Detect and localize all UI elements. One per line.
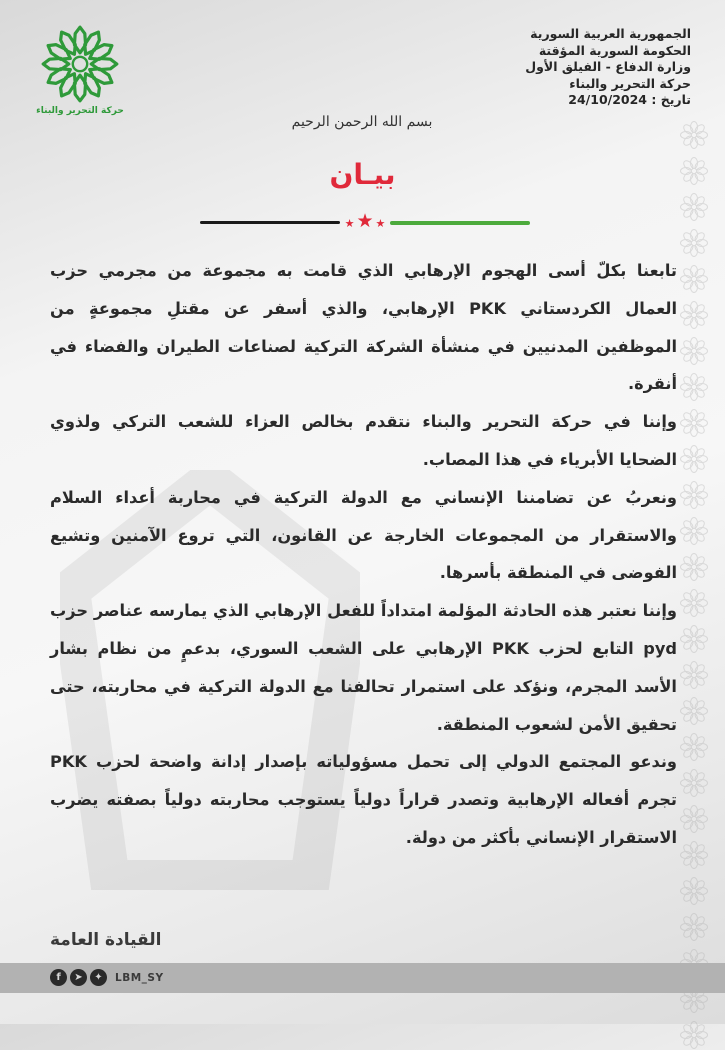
- paragraph: تابعنا بكلّ أسى الهجوم الإرهابي الذي قامت به مجموعة من مجرمي حزب العمال الكردستاني PKK الإرهابي، والذي أسفر عن مقتلِ مجموعةٍ من الموظفين المدنيين في منشأة الشركة التركية لصناعات الطيران والفضاء في أنقرة.: [50, 261, 677, 394]
- pattern-rosette-icon: [679, 480, 709, 510]
- star-icon: ★: [356, 210, 374, 232]
- paragraph: ونعربُ عن تضامننا الإنساني مع الدولة التركية في محاربة أعداء السلام والاستقرار من المجموعات الخارجة عن القانون، التي تروع الآمنين وتشيع الفوضى في المنطقة بأسرها.: [50, 487, 677, 583]
- pattern-rosette-icon: [679, 372, 709, 402]
- social-links: [50, 969, 164, 986]
- telegram-icon[interactable]: ➤: [70, 969, 87, 986]
- star-icon: ★: [375, 217, 386, 230]
- header-government: الحكومة السورية المؤقتة: [538, 42, 691, 58]
- pattern-rosette-icon: [679, 840, 709, 870]
- pattern-rosette-icon: [679, 192, 709, 222]
- pattern-rosette-icon: [679, 444, 709, 474]
- pattern-rosette-icon: [679, 552, 709, 582]
- organization-logo: [30, 24, 130, 116]
- paragraph: وندعو المجتمع الدولي إلى تحمل مسؤولياته بإصدار إدانة واضحة لحزب PKK تجرم أفعاله الإرهابية وتصدر قراراً دولياً يستوجب محاربته دولياً بصفته يضرب الاستقرار الإنساني بأكثر من دولة.: [50, 752, 677, 847]
- basmala-calligraphy: بسم الله الرحمن الرحيم: [291, 114, 433, 130]
- divider-stars: [342, 208, 388, 232]
- divider-black-line: [200, 221, 340, 224]
- pattern-rosette-icon: [679, 156, 709, 186]
- header-date: تاريخ : 24/10/2024: [568, 92, 691, 107]
- social-handle[interactable]: LBM_SY: [115, 971, 164, 984]
- pattern-rosette-icon: [679, 408, 709, 438]
- pattern-rosette-icon: [679, 876, 709, 906]
- paragraph: وإننا نعتبر هذه الحادثة المؤلمة امتداداً للفعل الإرهابي الذي يمارسه عناصر حزب pyd التابع لحزب PKK الإرهابي على الشعب السوري، بدعمٍ من نظام بشار الأسد المجرم، ونؤكد على استمرار تحالفنا مع الدولة التركية في محاربته، حتى تحقيق الأمن لشعوب المنطقة.: [50, 601, 677, 734]
- pattern-rosette-icon: [679, 264, 709, 294]
- flag-divider: [200, 208, 530, 232]
- header-country: الجمهورية العربية السورية: [530, 26, 691, 41]
- twitter-icon[interactable]: ✦: [90, 969, 107, 986]
- rosette-emblem-icon: [40, 24, 120, 104]
- pattern-rosette-icon: [679, 1020, 709, 1050]
- pattern-rosette-icon: [679, 516, 709, 546]
- pattern-rosette-icon: [679, 912, 709, 942]
- paragraph: وإننا في حركة التحرير والبناء نتقدم بخالص العزاء للشعب التركي ولذوي الضحايا الأبرياء في هذا المصاب.: [50, 412, 677, 469]
- pattern-rosette-icon: [679, 228, 709, 258]
- pattern-rosette-icon: [679, 696, 709, 726]
- pattern-rosette-icon: [679, 588, 709, 618]
- pattern-rosette-icon: [679, 300, 709, 330]
- divider-green-line: [390, 221, 530, 225]
- pattern-rosette-icon: [679, 768, 709, 798]
- star-icon: ★: [344, 217, 355, 230]
- logo-caption: حركة التحرير والبناء: [36, 106, 124, 116]
- issuer-header: [525, 26, 691, 109]
- header-ministry: وزارة الدفاع - الفيلق الأول: [525, 59, 691, 74]
- pattern-rosette-icon: [679, 336, 709, 366]
- pattern-rosette-icon: [679, 660, 709, 690]
- pattern-rosette-icon: [679, 624, 709, 654]
- statement-title: بيـان: [329, 158, 396, 191]
- signature: القيادة العامة: [50, 930, 162, 950]
- pattern-rosette-icon: [679, 732, 709, 762]
- statement-body: [50, 252, 677, 857]
- pattern-rosette-icon: [679, 120, 709, 150]
- side-pattern: [679, 120, 715, 1050]
- pattern-rosette-icon: [679, 804, 709, 834]
- header-organization: حركة التحرير والبناء: [569, 75, 691, 91]
- facebook-icon[interactable]: f: [50, 969, 67, 986]
